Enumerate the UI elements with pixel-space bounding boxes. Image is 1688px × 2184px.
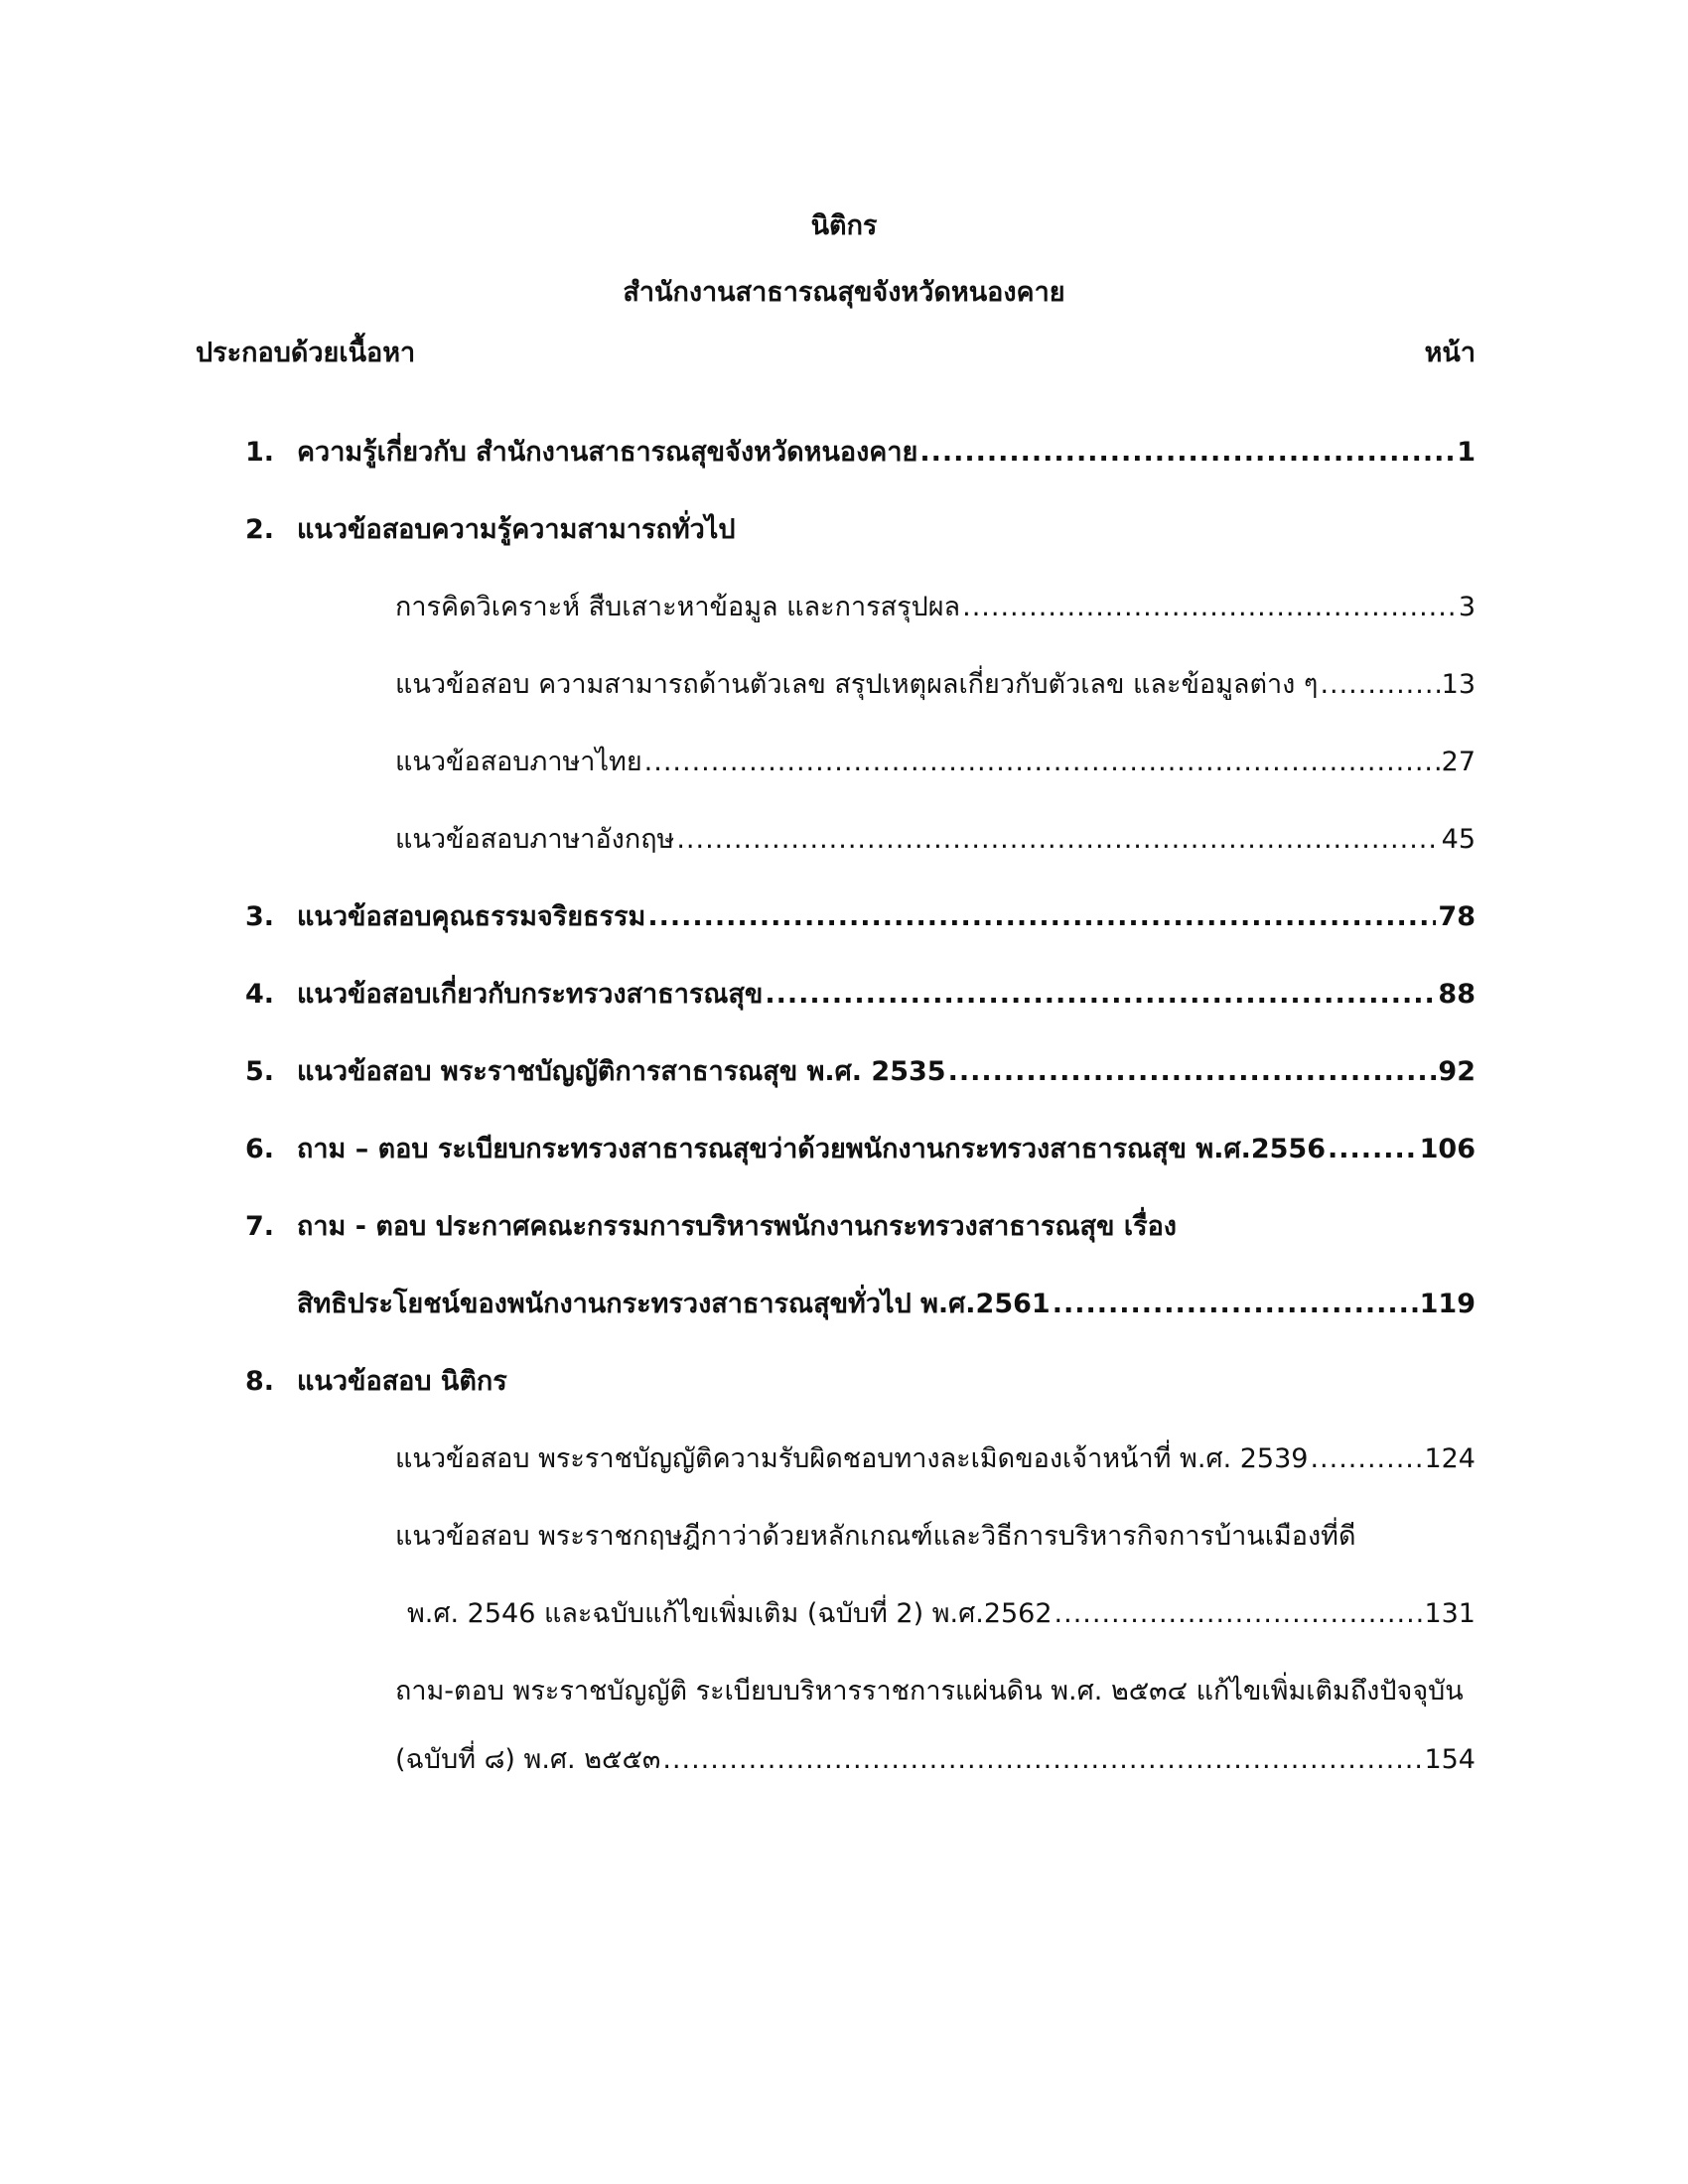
- dot-leader: [765, 979, 1436, 1010]
- page-column-label: หน้า: [1424, 338, 1476, 368]
- toc-subentry-2b: [395, 662, 1476, 705]
- toc-entry-page: 131: [1424, 1598, 1476, 1629]
- toc-entry-text: ความรู้เกี่ยวกับ สำนักงานสาธารณสุขจังหวัดหนองคาย: [297, 437, 918, 468]
- toc-entry-6: [245, 1127, 1476, 1169]
- toc-entry-text: (ฉบับที่ ๘) พ.ศ. ๒๕๕๓: [395, 1744, 661, 1775]
- toc-entry-text: แนวข้อสอบภาษาอังกฤษ: [395, 824, 675, 855]
- toc-entry-number: 8.: [245, 1366, 275, 1397]
- dot-leader: [1055, 1598, 1423, 1629]
- toc-entry-number: 4.: [245, 979, 275, 1010]
- toc-entry-page: 78: [1438, 901, 1476, 932]
- dot-leader: [1320, 669, 1439, 700]
- toc-subentry-2a: [395, 585, 1476, 627]
- toc-subentry-8b-continued: [407, 1591, 1476, 1634]
- toc-entry-page: 1: [1457, 437, 1476, 468]
- toc-entry-page: 92: [1438, 1056, 1476, 1087]
- document-subtitle: สำนักงานสาธารณสุขจังหวัดหนองคาย: [623, 277, 1065, 308]
- toc-subentry-2c: [395, 740, 1476, 782]
- toc-entry-text: ถาม - ตอบ ประกาศคณะกรรมการบริหารพนักงานกระทรวงสาธารณสุข เรื่อง: [297, 1211, 1177, 1242]
- toc-entry-page: 88: [1438, 979, 1476, 1010]
- document-title: นิติกร: [810, 210, 878, 241]
- toc-entry-page: 119: [1419, 1289, 1476, 1319]
- toc-entry-number: 2.: [245, 514, 275, 545]
- toc-entry-text: แนวข้อสอบ นิติกร: [297, 1366, 507, 1397]
- toc-entry-text: ถาม-ตอบ พระราชบัญญัติ ระเบียบบริหารราชการแผ่นดิน พ.ศ. ๒๕๓๔ แก้ไขเพิ่มเติมถึงปัจจุบัน: [395, 1676, 1464, 1706]
- toc-entry-text: พ.ศ. 2546 และฉบับแก้ไขเพิ่มเติม (ฉบับที่ 2) พ.ศ.2562: [407, 1598, 1053, 1629]
- toc-entry-number: 3.: [245, 901, 275, 932]
- toc-entry-page: 154: [1424, 1744, 1476, 1775]
- dot-leader: [647, 901, 1436, 932]
- toc-entry-text: การคิดวิเคราะห์ สืบเสาะหาข้อมูล และการสรุปผล: [395, 592, 961, 622]
- toc-entry-page: 124: [1424, 1443, 1476, 1474]
- toc-entry-text: แนวข้อสอบความรู้ความสามารถทั่วไป: [297, 514, 736, 545]
- dot-leader: [1310, 1443, 1422, 1474]
- toc-entry-number: 1.: [245, 437, 275, 468]
- toc-entry-page: 106: [1419, 1134, 1476, 1164]
- dot-leader: [1053, 1289, 1418, 1319]
- toc-subentry-8c: [395, 1669, 1476, 1711]
- toc-subentry-2d: [395, 817, 1476, 860]
- dot-leader: [962, 592, 1457, 622]
- toc-entry-text: แนวข้อสอบคุณธรรมจริยธรรม: [297, 901, 646, 932]
- toc-entry-number: 7.: [245, 1211, 275, 1242]
- toc-entry-text: แนวข้อสอบ ความสามารถด้านตัวเลข สรุปเหตุผลเกี่ยวกับตัวเลข และข้อมูลต่าง ๆ: [395, 669, 1319, 700]
- toc-entry-text: แนวข้อสอบ พระราชบัญญัติการสาธารณสุข พ.ศ. 2535: [297, 1056, 946, 1087]
- toc-entry-page: 45: [1441, 824, 1476, 855]
- toc-entry-number: 6.: [245, 1134, 275, 1164]
- toc-entry-7: [245, 1204, 1476, 1247]
- toc-entry-text: แนวข้อสอบเกี่ยวกับกระทรวงสาธารณสุข: [297, 979, 764, 1010]
- toc-entry-1: [245, 430, 1476, 473]
- dot-leader: [1328, 1134, 1418, 1164]
- toc-entry-text: แนวข้อสอบ พระราชกฤษฎีกาว่าด้วยหลักเกณฑ์และวิธีการบริหารกิจการบ้านเมืองที่ดี: [395, 1521, 1356, 1552]
- dot-leader: [644, 747, 1440, 777]
- toc-entry-page: 27: [1441, 747, 1476, 777]
- toc-entry-5: [245, 1049, 1476, 1092]
- toc-entry-7-continued: [297, 1282, 1476, 1324]
- contents-label: ประกอบด้วยเนื้อหา: [196, 338, 416, 368]
- toc-entry-page: 3: [1458, 592, 1476, 622]
- toc-entry-2: [245, 507, 1476, 550]
- dot-leader: [676, 824, 1439, 855]
- toc-entry-text: ถาม – ตอบ ระเบียบกระทรวงสาธารณสุขว่าด้วยพนักงานกระทรวงสาธารณสุข พ.ศ.2556: [297, 1134, 1326, 1164]
- toc-subentry-8b: [395, 1514, 1476, 1557]
- toc-entry-text: แนวข้อสอบ พระราชบัญญัติความรับผิดชอบทางละเมิดของเจ้าหน้าที่ พ.ศ. 2539: [395, 1443, 1309, 1474]
- toc-subentry-8a: [395, 1436, 1476, 1479]
- toc-entry-4: [245, 972, 1476, 1015]
- toc-entry-text: สิทธิประโยชน์ของพนักงานกระทรวงสาธารณสุขทั่วไป พ.ศ.2561: [297, 1289, 1051, 1319]
- toc-subentry-8c-continued: [395, 1737, 1476, 1780]
- toc-entry-number: 5.: [245, 1056, 275, 1087]
- dot-leader: [662, 1744, 1422, 1775]
- toc-entry-8: [245, 1359, 1476, 1402]
- toc-entry-page: 13: [1441, 669, 1476, 700]
- dot-leader: [948, 1056, 1437, 1087]
- toc-entry-3: [245, 894, 1476, 937]
- dot-leader: [919, 437, 1455, 468]
- toc-entry-text: แนวข้อสอบภาษาไทย: [395, 747, 642, 777]
